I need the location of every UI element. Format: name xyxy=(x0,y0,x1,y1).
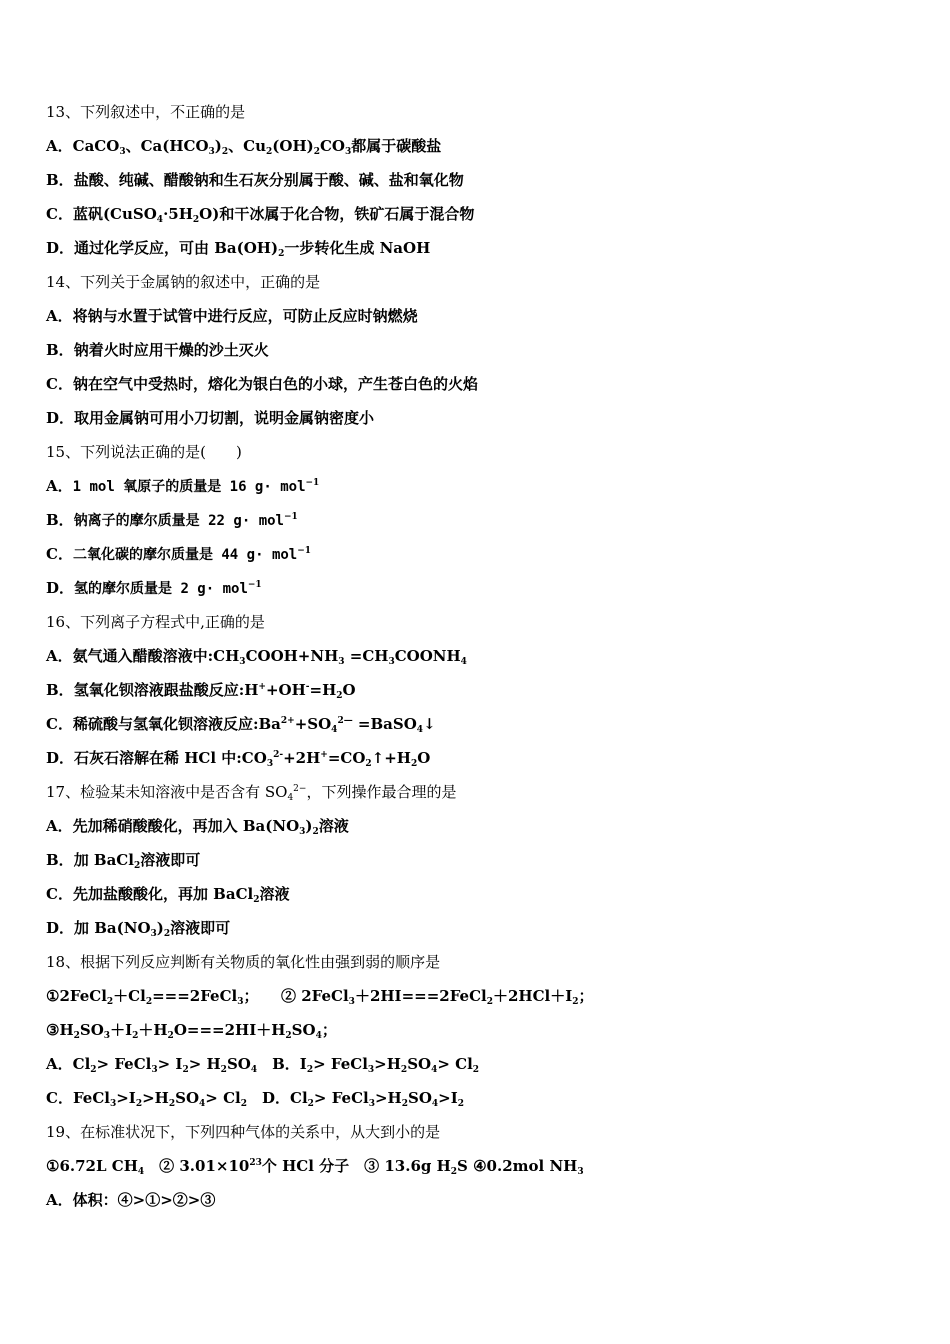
q15-option-d: D．氢的摩尔质量是 2 g· mol$^{-1}$ xyxy=(46,579,262,597)
q16-option-c: C．稀硫酸与氢氧化钡溶液反应$:Ba^{2+}+SO_4^{2—}$ =BaSO$_4$↓ xyxy=(46,715,436,735)
q16-option-b: B．氢氧化钡溶液跟盐酸反应$:H^++OH^-=H_2O$ xyxy=(46,681,356,701)
q16-stem: 16、下列离子方程式中,正确的是 xyxy=(46,613,265,631)
q13-option-b: B．盐酸、纯碱、醋酸钠和生石灰分别属于酸、碱、盐和氧化物 xyxy=(46,171,464,189)
q17-option-a: A．先加稀硝酸酸化，再加入 $Ba(NO_3)_2$溶液 xyxy=(46,817,349,837)
q18-options-c-d: C．$FeCl_3>I_2>H_2SO_4> Cl_2$ D．$Cl_2>$ $FeCl_3>H_2SO_4>I_2$ xyxy=(46,1089,465,1109)
q15-stem: 15、下列说法正确的是( ) xyxy=(46,443,242,461)
q15-option-c: C．二氧化碳的摩尔质量是 44 g· mol$^{-1}$ xyxy=(46,545,312,563)
q17-stem: 17、检验某未知溶液中是否含有 $SO_4^{2-}$，下列操作最合理的是 xyxy=(46,783,457,803)
q14-option-b: B．钠着火时应用干燥的沙土灭火 xyxy=(46,341,269,359)
q13-stem: 13、下列叙述中，不正确的是 xyxy=(46,103,246,121)
q13-option-a: A．CaCO$_3$、$Ca(HCO_3)_2$、$Cu_2(OH)_2CO_3$都属于碳酸盐 xyxy=(46,137,442,157)
q18-stem: 18、根据下列反应判断有关物质的氧化性由强到弱的顺序是 xyxy=(46,953,441,971)
q19-gas-list: ①6.72L $CH_4$ ② $3.01\times 10^{23}$个 HCl 分子 ③ 13.6g $H_2S$ ④0.2mol $NH_3$ xyxy=(46,1157,584,1177)
q16-option-a: A．氨气通入醋酸溶液中$:CH_3COOH+NH_3$ $=CH_3COONH_4$ xyxy=(46,647,467,667)
q18-options-a-b: A．$Cl_2>$ FeCl$_3$> $I_2> H_2SO_4$ B．$I_2>$ $FeCl_3>H_2SO_4> Cl_2$ xyxy=(46,1055,480,1075)
q14-option-c: C．钠在空气中受热时，熔化为银白色的小球，产生苍白色的火焰 xyxy=(46,375,478,393)
q19-option-a: A．体积：④>①>②>③ xyxy=(46,1191,216,1209)
q15-option-b: B．钠离子的摩尔质量是 22 g· mol$^{-1}$ xyxy=(46,511,298,529)
q19-stem: 19、在标准状况下，下列四种气体的关系中，从大到小的是 xyxy=(46,1123,441,1141)
q15-option-a: A．1 mol 氧原子的质量是 16 g· mol$^{-1}$ xyxy=(46,477,320,495)
q13-option-d: D．通过化学反应，可由 $Ba(OH)_2$一步转化生成 NaOH xyxy=(46,239,431,259)
q17-option-d: D．加 $Ba(NO_3)_2$溶液即可 xyxy=(46,919,231,939)
q16-option-d: D．石灰石溶解在稀 HCl 中$:CO_3^{2-}+2H^+=CO_2↑+H_2O$ xyxy=(46,749,431,769)
q14-option-d: D．取用金属钠可用小刀切割，说明金属钠密度小 xyxy=(46,409,375,427)
q14-option-a: A．将钠与水置于试管中进行反应，可防止反应时钠燃烧 xyxy=(46,307,418,325)
q18-reaction-3: $③H_2SO_3+I_2+H_2O===2HI+H_2SO_4$； xyxy=(46,1021,337,1041)
q18-reactions-1-2: $①2FeCl_2+Cl_2===2FeCl_3$； ② $2FeCl_3+2HI===2FeCl_2+2HCl+I_2$； xyxy=(46,987,594,1007)
q13-option-c: C．蓝矾$(CuSO_4\cdot 5H_2O)$和干冰属于化合物，铁矿石属于混合物 xyxy=(46,205,475,225)
q17-option-c: C．先加盐酸酸化，再加 BaCl$_2$溶液 xyxy=(46,885,290,905)
q17-option-b: B．加 BaCl$_2$溶液即可 xyxy=(46,851,201,871)
q14-stem: 14、下列关于金属钠的叙述中，正确的是 xyxy=(46,273,321,291)
